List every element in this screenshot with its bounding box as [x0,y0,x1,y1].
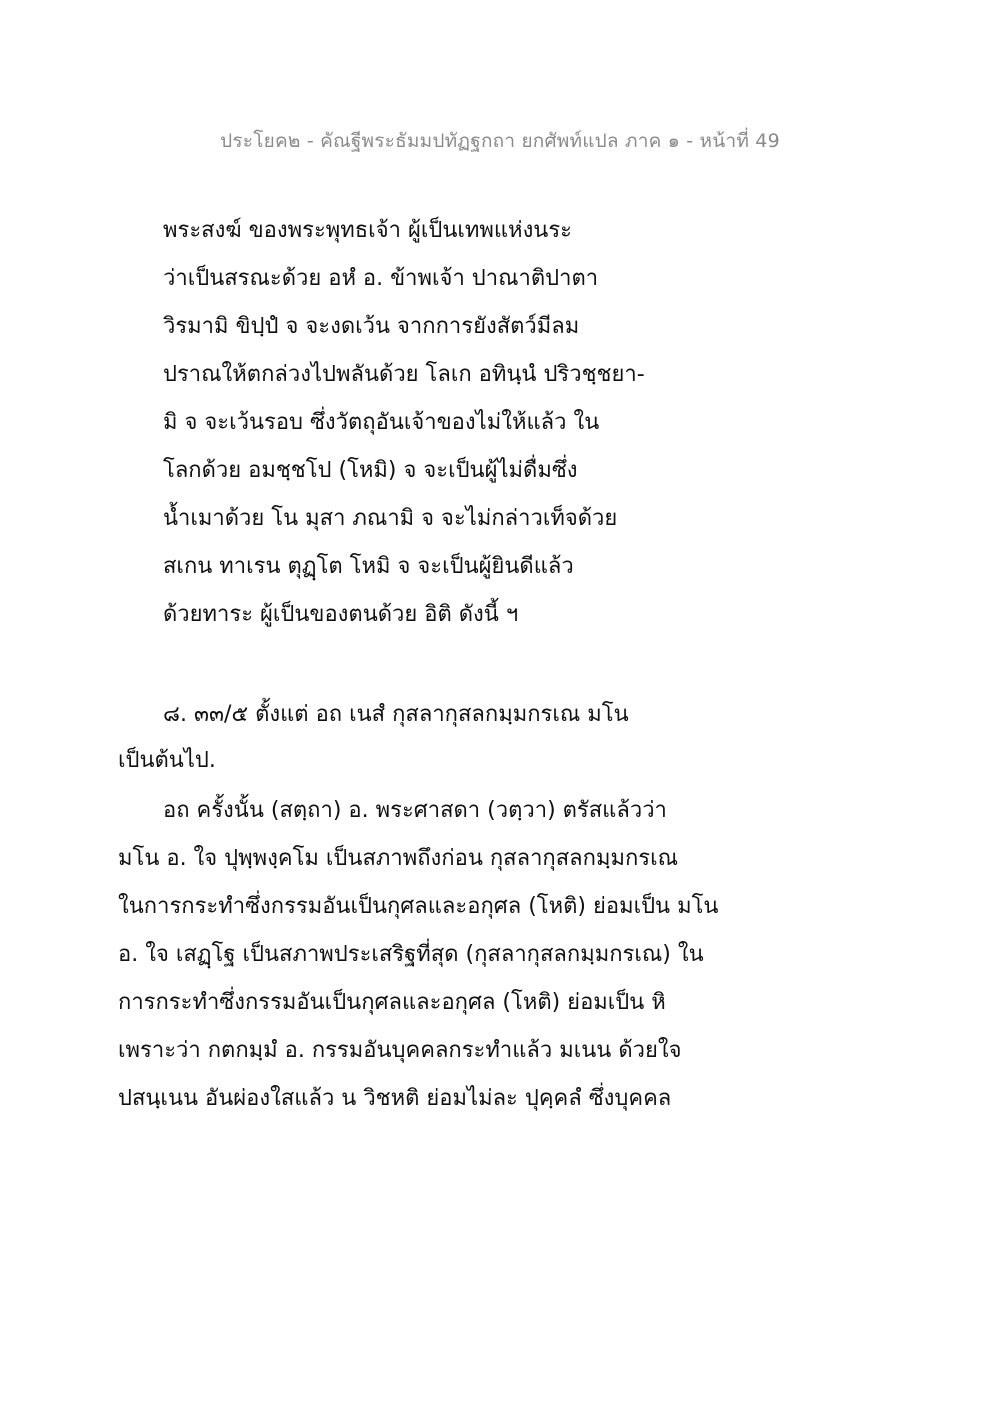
paragraph-first-line: อถ ครั้งนั้น (สตฺถา) อ. พระศาสดา (วตฺวา) ตรัสแล้วว่า [163,798,667,823]
paragraph-line: ในการกระทำซึ่งกรรมอันเป็นกุศลและอกุศล (โหติ) ย่อมเป็น มโน [118,894,719,919]
stanza-line: พระสงฆ์ ของพระพุทธเจ้า ผู้เป็นเทพแห่งนระ [163,218,572,243]
paragraph-line: อ. ใจ เสฏฺโฐ เป็นสภาพประเสริฐที่สุด (กุสลากุสลกมฺมกรเณ) ใน [118,942,704,967]
stanza-line: ปราณให้ตกล่วงไปพลันด้วย โลเก อทินฺนํ ปริวชฺชยา- [163,362,645,387]
stanza-line: ว่าเป็นสรณะด้วย อหํ อ. ข้าพเจ้า ปาณาติปาตา [163,266,599,291]
stanza-line: ด้วยทาระ ผู้เป็นของตนด้วย อิติ ดังนี้ ฯ [163,602,519,627]
stanza-line: สเกน ทาเรน ตุฏฺโต โหมิ จ จะเป็นผู้ยินดีแล้ว [163,554,574,579]
paragraph-line: มโน อ. ใจ ปุพฺพงฺคโม เป็นสภาพถึงก่อน กุสลากุสลกมฺมกรเณ [118,846,679,871]
section-heading: ๘. ๓๓/๕ ตั้งแต่ อถ เนสํ กุสลากุสลกมฺมกรเณ มโน [163,702,629,727]
paragraph-line: ปสนฺเนน อันผ่องใสแล้ว น วิชหติ ย่อมไม่ละ ปุคฺคลํ ซึ่งบุคคล [118,1086,672,1111]
section-heading-continuation: เป็นต้นไป. [118,748,216,773]
stanza-line: มิ จ จะเว้นรอบ ซึ่งวัตถุอันเจ้าของไม่ให้แล้ว ใน [163,410,600,435]
stanza-line: โลกด้วย อมชฺชโป (โหมิ) จ จะเป็นผู้ไม่ดื่มซึ่ง [163,458,578,483]
paragraph-line: การกระทำซึ่งกรรมอันเป็นกุศลและอกุศล (โหติ) ย่อมเป็น หิ [118,990,666,1015]
stanza-line: น้ำเมาด้วย โน มุสา ภณามิ จ จะไม่กล่าวเท็จด้วย [163,506,618,531]
page-header: ประโยค๒ - คัณฐีพระธัมมปทัฏฐกถา ยกศัพท์แปล ภาค ๑ - หน้าที่ 49 [220,130,780,152]
paragraph-line: เพราะว่า กตกมฺมํ อ. กรรมอันบุคคลกระทำแล้ว มเนน ด้วยใจ [118,1038,682,1063]
stanza-line: วิรมามิ ขิปฺปํ จ จะงดเว้น จากการยังสัตว์มีลม [163,314,580,339]
